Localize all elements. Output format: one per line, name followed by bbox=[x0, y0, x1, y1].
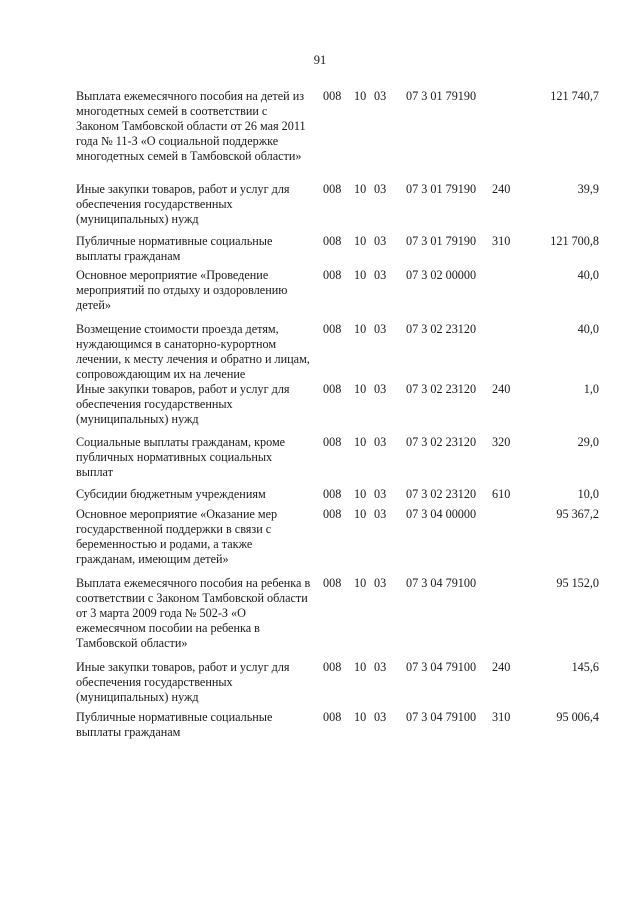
section-code: 10 bbox=[354, 182, 367, 196]
section-code: 10 bbox=[354, 487, 367, 501]
target-article-code: 07 3 04 79100 bbox=[406, 660, 477, 674]
row-description: Социальные выплаты гражданам, кроме публичных нормативных социальных выплат bbox=[76, 435, 286, 479]
target-article-code: 07 3 01 79190 bbox=[406, 182, 477, 196]
expense-type-code: 240 bbox=[492, 382, 511, 396]
amount: 1,0 bbox=[583, 382, 599, 396]
ministry-code: 008 bbox=[323, 182, 342, 196]
row-description: Публичные нормативные социальные выплаты гражданам bbox=[76, 234, 273, 263]
row-description: Иные закупки товаров, работ и услуг для обеспечения государственных (муниципальных) нужд bbox=[76, 182, 290, 226]
row-description: Иные закупки товаров, работ и услуг для обеспечения государственных (муниципальных) нужд bbox=[76, 660, 290, 704]
target-article-code: 07 3 04 79100 bbox=[406, 710, 477, 724]
table-row bbox=[0, 382, 640, 435]
subsection-code: 03 bbox=[374, 234, 387, 248]
amount: 39,9 bbox=[577, 182, 599, 196]
subsection-code: 03 bbox=[374, 89, 387, 103]
subsection-code: 03 bbox=[374, 182, 387, 196]
subsection-code: 03 bbox=[374, 382, 387, 396]
table-row bbox=[0, 268, 640, 322]
ministry-code: 008 bbox=[323, 487, 342, 501]
table-row bbox=[0, 507, 640, 576]
amount: 29,0 bbox=[577, 435, 599, 449]
budget-table bbox=[0, 89, 640, 744]
amount: 121 740,7 bbox=[550, 89, 599, 103]
row-description: Выплата ежемесячного пособия на ребенка в соответствии с Законом Тамбовской области от 3 марта 2009 года № 502-З «О ежемесячном пособии на ребенка в Тамбовской области» bbox=[76, 576, 311, 650]
target-article-code: 07 3 04 79100 bbox=[406, 576, 477, 590]
subsection-code: 03 bbox=[374, 322, 387, 336]
expense-type-code: 240 bbox=[492, 660, 511, 674]
amount: 95 006,4 bbox=[556, 710, 599, 724]
expense-type-code: 610 bbox=[492, 487, 511, 501]
row-description: Возмещение стоимости проезда детям, нуждающимся в санаторно-курортном лечении, к месту лечения и обратно и лицам, сопровождающим их на лечение bbox=[76, 322, 310, 381]
row-description: Выплата ежемесячного пособия на детей из многодетных семей в соответствии с Законом Тамбовской области от 26 мая 2011 года № 11-З «О социальной поддержке многодетных семей в Тамбовской области» bbox=[76, 89, 306, 163]
expense-type-code: 310 bbox=[492, 234, 511, 248]
ministry-code: 008 bbox=[323, 435, 342, 449]
section-code: 10 bbox=[354, 507, 367, 521]
ministry-code: 008 bbox=[323, 507, 342, 521]
section-code: 10 bbox=[354, 268, 367, 282]
subsection-code: 03 bbox=[374, 576, 387, 590]
section-code: 10 bbox=[354, 710, 367, 724]
page-number: 91 bbox=[313, 53, 327, 67]
section-code: 10 bbox=[354, 322, 367, 336]
amount: 10,0 bbox=[577, 487, 599, 501]
subsection-code: 03 bbox=[374, 710, 387, 724]
expense-type-code: 310 bbox=[492, 710, 511, 724]
expense-type-code: 320 bbox=[492, 435, 511, 449]
row-description: Субсидии бюджетным учреждениям bbox=[76, 487, 266, 501]
row-description: Иные закупки товаров, работ и услуг для обеспечения государственных (муниципальных) нужд bbox=[76, 382, 290, 426]
table-row bbox=[0, 487, 640, 507]
target-article-code: 07 3 02 23120 bbox=[406, 435, 477, 449]
row-description: Публичные нормативные социальные выплаты гражданам bbox=[76, 710, 273, 739]
section-code: 10 bbox=[354, 660, 367, 674]
table-row bbox=[0, 660, 640, 710]
amount: 121 700,8 bbox=[550, 234, 599, 248]
ministry-code: 008 bbox=[323, 322, 342, 336]
ministry-code: 008 bbox=[323, 234, 342, 248]
amount: 40,0 bbox=[577, 322, 599, 336]
subsection-code: 03 bbox=[374, 487, 387, 501]
table-row bbox=[0, 710, 640, 744]
ministry-code: 008 bbox=[323, 268, 342, 282]
amount: 95 152,0 bbox=[556, 576, 599, 590]
table-row bbox=[0, 89, 640, 182]
target-article-code: 07 3 02 00000 bbox=[406, 268, 477, 282]
section-code: 10 bbox=[354, 576, 367, 590]
row-description: Основное мероприятие «Оказание мер государственной поддержки в связи с беременностью и родами, а также гражданам, имеющим детей» bbox=[76, 507, 278, 566]
target-article-code: 07 3 01 79190 bbox=[406, 89, 477, 103]
ministry-code: 008 bbox=[323, 576, 342, 590]
ministry-code: 008 bbox=[323, 382, 342, 396]
expense-type-code: 240 bbox=[492, 182, 511, 196]
ministry-code: 008 bbox=[323, 710, 342, 724]
section-code: 10 bbox=[354, 234, 367, 248]
target-article-code: 07 3 02 23120 bbox=[406, 382, 477, 396]
row-description: Основное мероприятие «Проведение мероприятий по отдыху и оздоровлению детей» bbox=[76, 268, 288, 312]
subsection-code: 03 bbox=[374, 435, 387, 449]
table-row bbox=[0, 182, 640, 234]
ministry-code: 008 bbox=[323, 89, 342, 103]
subsection-code: 03 bbox=[374, 268, 387, 282]
table-row bbox=[0, 435, 640, 487]
target-article-code: 07 3 02 23120 bbox=[406, 487, 477, 501]
target-article-code: 07 3 04 00000 bbox=[406, 507, 477, 521]
table-row bbox=[0, 322, 640, 382]
target-article-code: 07 3 01 79190 bbox=[406, 234, 477, 248]
table-row bbox=[0, 576, 640, 660]
amount: 145,6 bbox=[571, 660, 599, 674]
section-code: 10 bbox=[354, 89, 367, 103]
amount: 40,0 bbox=[577, 268, 599, 282]
section-code: 10 bbox=[354, 382, 367, 396]
section-code: 10 bbox=[354, 435, 367, 449]
subsection-code: 03 bbox=[374, 660, 387, 674]
target-article-code: 07 3 02 23120 bbox=[406, 322, 477, 336]
amount: 95 367,2 bbox=[556, 507, 599, 521]
ministry-code: 008 bbox=[323, 660, 342, 674]
subsection-code: 03 bbox=[374, 507, 387, 521]
table-row bbox=[0, 234, 640, 268]
